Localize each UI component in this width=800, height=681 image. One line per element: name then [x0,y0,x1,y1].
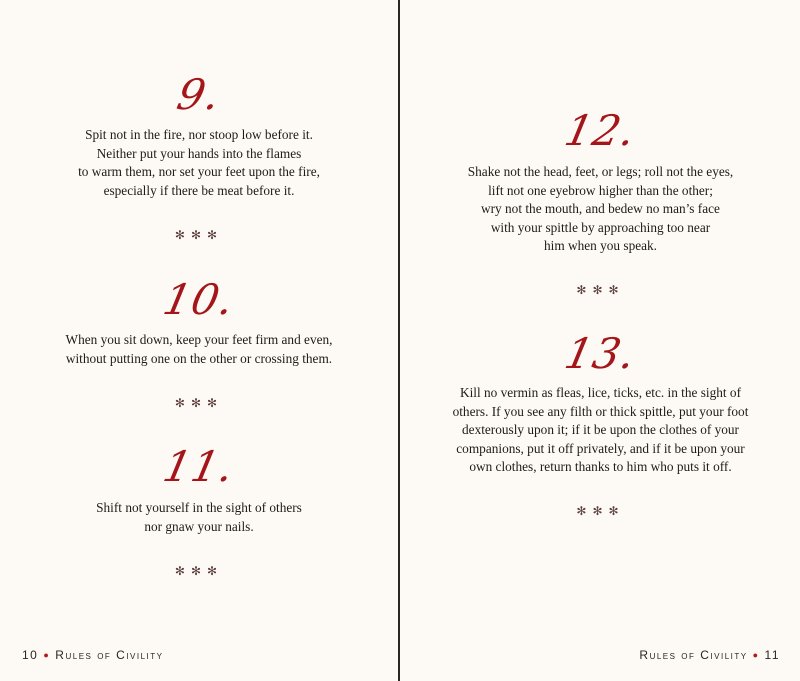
rule-number-9: 9. [172,70,226,119]
folio-left [22,648,163,662]
bullet-icon: ● [752,650,760,660]
rule-text-13: Kill no vermin as fleas, lice, ticks, etc. in the sight of others. If you see any filth or thick spittle, put your foot dexterously upon it; if it be upon the clothes of your companions, put it off privately, and if it be upon your own clothes, return thanks to him who puts it off. [452,385,749,475]
folio-right [639,648,780,662]
rule-text-11: Shift not yourself in the sight of others nor gnaw your nails. [96,500,302,534]
rule-text-12: Shake not the head, feet, or legs; roll not the eyes, lift not one eyebrow higher than the other; wry not the mouth, and bedew no man’s face with your spittle by approaching too near him when you speak. [467,164,734,254]
rule-text-9: Spit not in the fire, nor stoop low before it. Neither put your hands into the flames to warm them, nor set your feet upon the fire, especially if there be meat before it. [78,127,320,198]
right-page [401,0,800,681]
rule-number-12: 12. [560,106,641,155]
page-number: 10 [22,648,39,662]
bullet-icon: ● [43,650,51,660]
page-gutter-divider [398,0,400,681]
rule-number-10: 10. [158,275,240,324]
ornament-divider: ✻✻✻ [576,283,625,297]
ornament-divider: ✻✻✻ [174,396,224,410]
page-number: 11 [764,648,780,662]
running-head: Rules of Civility [639,648,748,662]
running-head: Rules of Civility [55,648,164,662]
ornament-divider: ✻✻✻ [576,504,625,518]
rule-text-10: When you sit down, keep your feet firm and even, without putting one on the other or crossing them. [65,332,333,366]
ornament-divider: ✻✻✻ [174,228,224,242]
ornament-divider: ✻✻✻ [174,564,224,578]
rule-number-13: 13. [560,329,641,378]
rule-number-11: 11. [158,442,240,491]
left-page [0,0,398,681]
